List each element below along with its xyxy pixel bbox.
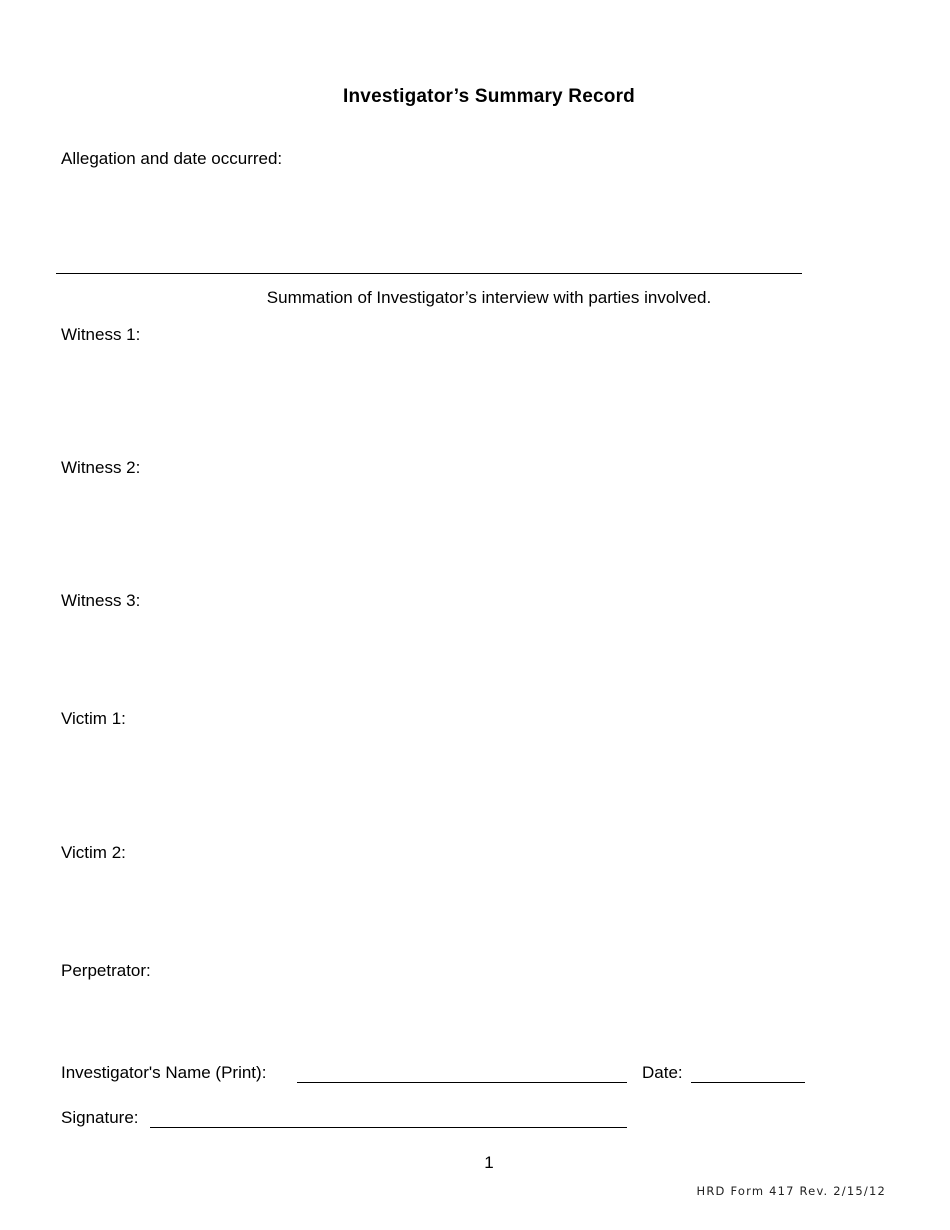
victim-2-label: Victim 2: [61, 843, 126, 862]
page-title: Investigator’s Summary Record [343, 86, 635, 107]
witness-3-label: Witness 3: [61, 591, 141, 610]
witness-2-label: Witness 2: [61, 458, 141, 477]
victim-1-label: Victim 1: [61, 709, 126, 728]
investigator-name-line[interactable] [297, 1082, 627, 1083]
investigator-name-label: Investigator's Name (Print): [61, 1063, 267, 1082]
section-divider [56, 273, 802, 274]
witness-1-label: Witness 1: [61, 325, 141, 344]
form-code: HRD Form 417 Rev. 2/15/12 [696, 1184, 886, 1198]
allegation-label: Allegation and date occurred: [61, 149, 283, 168]
perpetrator-label: Perpetrator: [61, 961, 151, 980]
date-line[interactable] [691, 1082, 805, 1083]
page-number: 1 [484, 1153, 494, 1172]
signature-line[interactable] [150, 1127, 627, 1128]
summation-heading: Summation of Investigator’s interview with parties involved. [266, 288, 712, 307]
date-label: Date: [642, 1063, 683, 1082]
signature-label: Signature: [61, 1108, 139, 1127]
